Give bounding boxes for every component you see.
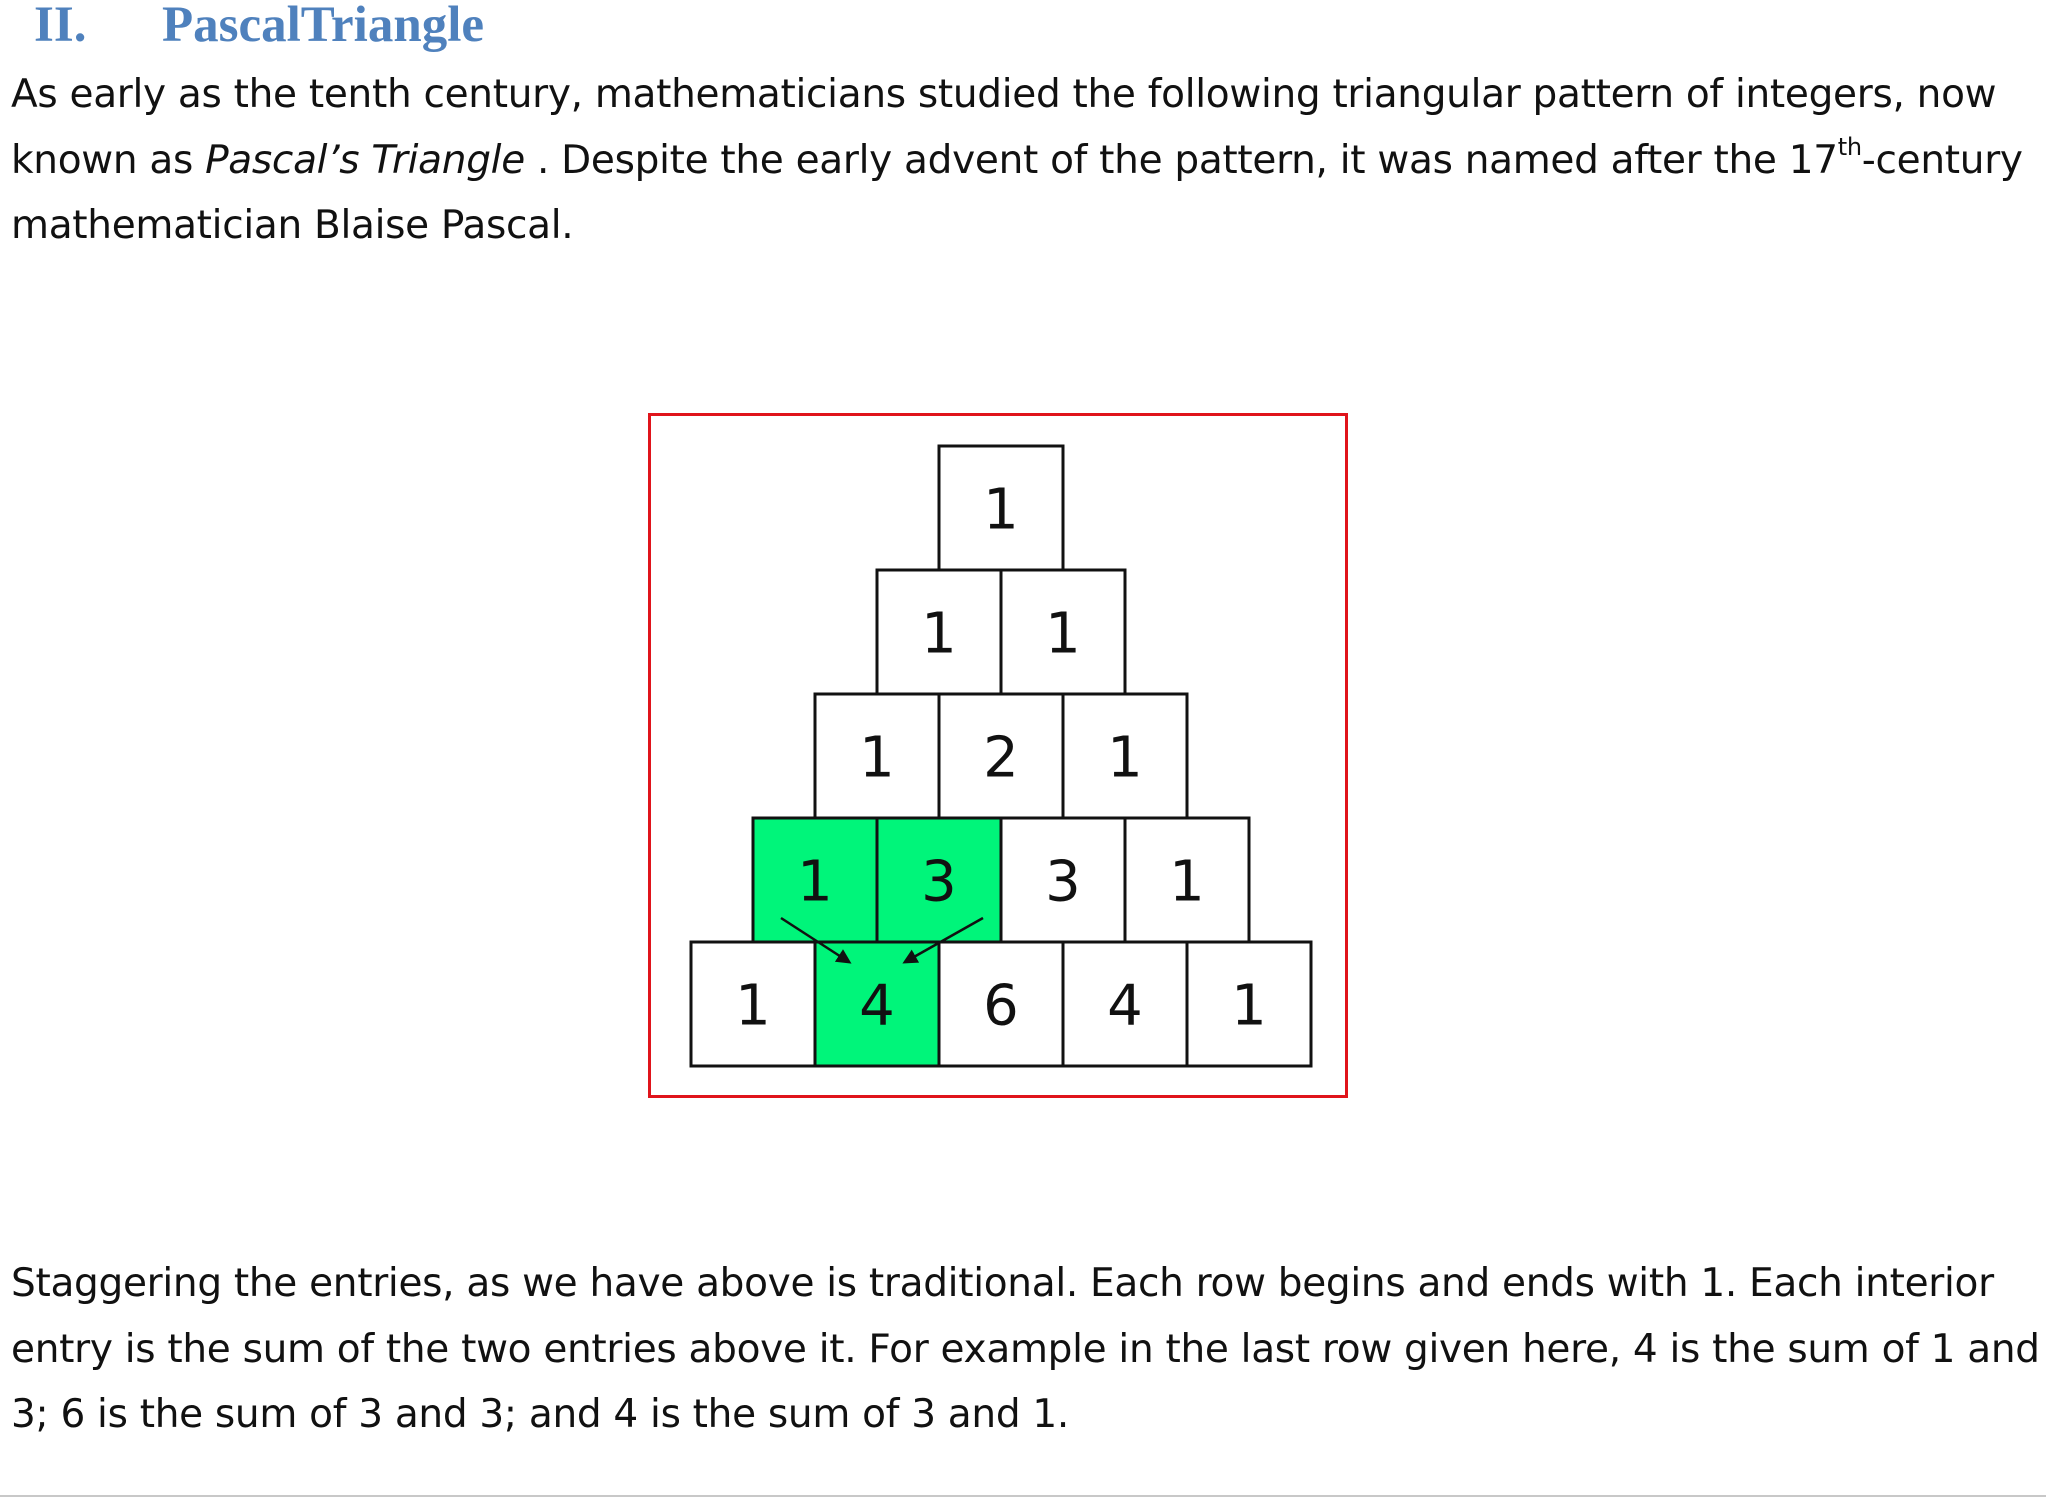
triangle-cell-value: 1 <box>735 973 771 1039</box>
explanation-line-3: 3; 6 is the sum of 3 and 3; and 4 is the sum of 3 and 1. <box>11 1392 1069 1437</box>
triangle-cell-value: 1 <box>1169 849 1205 915</box>
triangle-cell-r4-c2 <box>939 942 1063 1066</box>
pascal-triangle-figure <box>648 413 1348 1098</box>
triangle-cell-r3-c2 <box>1001 818 1125 942</box>
triangle-cell-r0-c0 <box>939 446 1063 570</box>
triangle-cell-value: 6 <box>983 973 1019 1039</box>
triangle-cell-value: 1 <box>1045 601 1081 667</box>
explanation-paragraph <box>11 1251 2040 1448</box>
triangle-cell-value: 1 <box>1107 725 1143 791</box>
intro-line-2-post: -century <box>1861 137 2023 183</box>
intro-line-2 <box>11 128 2021 194</box>
triangle-cell-r3-c0 <box>753 818 877 942</box>
section-heading <box>34 0 484 56</box>
triangle-cell-r4-c0 <box>691 942 815 1066</box>
triangle-cell-r1-c0 <box>877 570 1001 694</box>
explanation-line-2: entry is the sum of the two entries above it. For example in the last row given here, 4 is the sum of 1 and <box>11 1326 2040 1372</box>
triangle-cell-r2-c1 <box>939 694 1063 818</box>
triangle-cell-value: 4 <box>859 973 895 1039</box>
triangle-cell-value: 1 <box>859 725 895 791</box>
triangle-cell-value: 3 <box>921 849 957 915</box>
triangle-cell-value: 1 <box>1231 973 1267 1039</box>
triangle-cell-value: 2 <box>983 725 1019 791</box>
pascal-triangle-diagram <box>651 416 1345 1095</box>
pascal-triangle-term: Pascal’s Triangle <box>205 137 525 183</box>
section-title: PascalTriangle <box>162 0 485 53</box>
triangle-cell-r3-c1 <box>877 818 1001 942</box>
explanation-line-1: Staggering the entries, as we have above is traditional. Each row begins and ends with 1. Each interior <box>11 1261 1994 1306</box>
intro-line-2-mid: . Despite the early advent of the pattern, it was named after the 17 <box>524 137 1838 183</box>
intro-line-2-pre: known as <box>11 137 206 183</box>
triangle-cell-r2-c0 <box>815 694 939 818</box>
triangle-cell-value: 1 <box>797 849 833 915</box>
triangle-cell-value: 4 <box>1107 973 1143 1039</box>
triangle-cell-r4-c4 <box>1187 942 1311 1066</box>
intro-line-1: As early as the tenth century, mathematicians studied the following triangular pattern of integers, now <box>11 72 1997 117</box>
intro-paragraph <box>11 62 2021 259</box>
intro-line-3: mathematician Blaise Pascal. <box>11 203 574 248</box>
triangle-cell-r1-c1 <box>1001 570 1125 694</box>
page-divider <box>0 1495 2046 1497</box>
section-number: II. <box>34 0 87 53</box>
ordinal-superscript: th <box>1837 132 1862 161</box>
triangle-cell-value: 3 <box>1045 849 1081 915</box>
triangle-cell-r3-c3 <box>1125 818 1249 942</box>
triangle-cell-r2-c2 <box>1063 694 1187 818</box>
triangle-cell-value: 1 <box>983 477 1019 543</box>
triangle-cell-r4-c1 <box>815 942 939 1066</box>
triangle-cell-value: 1 <box>921 601 957 667</box>
triangle-cell-r4-c3 <box>1063 942 1187 1066</box>
